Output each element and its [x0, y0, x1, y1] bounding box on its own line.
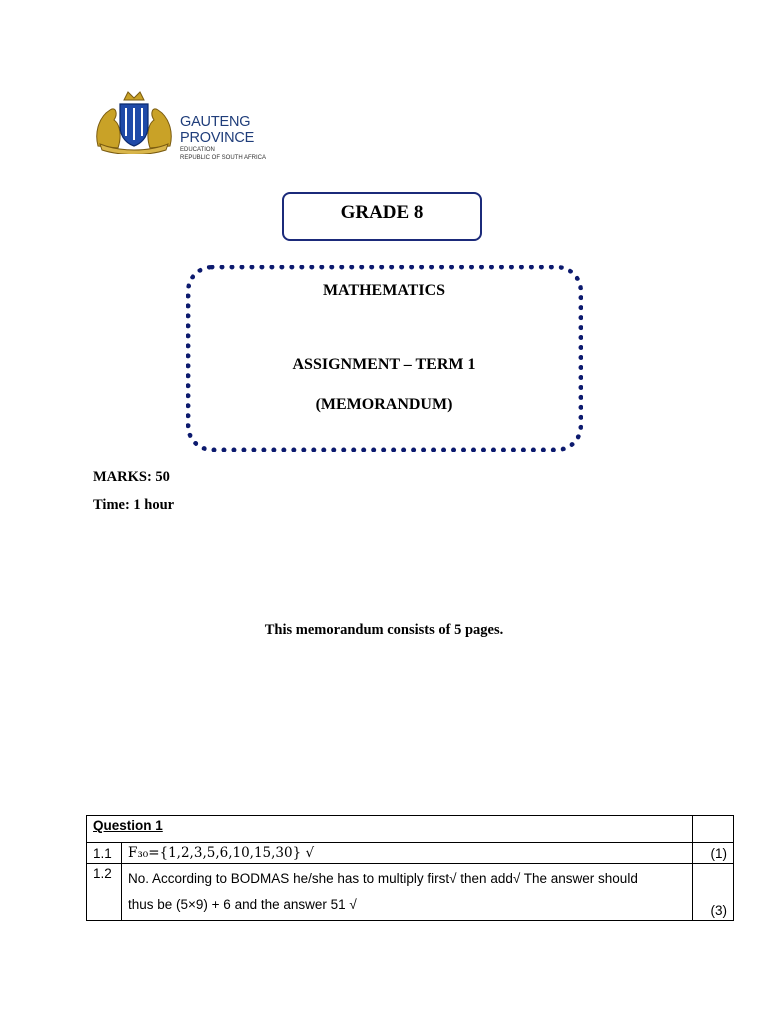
time-label: Time: 1 hour [93, 497, 175, 513]
table-row [87, 843, 734, 864]
answer-line: thus be (5×9) + 6 and the answer 51 √ [128, 897, 357, 912]
coat-of-arms-icon [92, 86, 176, 154]
logo-department: EDUCATION [180, 147, 215, 153]
question-table [86, 815, 734, 921]
pages-note: This memorandum consists of 5 pages. [264, 622, 504, 638]
subject-title: MATHEMATICS [322, 282, 446, 299]
table-row [87, 816, 734, 843]
table-cell [693, 816, 734, 843]
logo-country: REPUBLIC OF SOUTH AFRICA [180, 155, 267, 161]
table-row [87, 864, 734, 921]
logo-province-name: GAUTENG PROVINCE [180, 114, 255, 146]
memorandum-title: (MEMORANDUM) [315, 396, 453, 413]
question-marks: (3) [693, 864, 734, 921]
answer-text [122, 864, 693, 921]
marks-label: MARKS: 50 [93, 469, 170, 485]
grade-title-box [282, 192, 482, 241]
answer-line: No. According to BODMAS he/she has to multiply first√ then add√ The answer should [128, 871, 638, 886]
assignment-title: ASSIGNMENT – TERM 1 [292, 356, 476, 373]
question-marks: (1) [693, 843, 734, 864]
gauteng-logo [92, 86, 314, 161]
answer-text [122, 843, 693, 864]
answer-formula: F₃₀={1,2,3,5,6,10,15,30} √ [128, 845, 315, 861]
question-heading: Question 1 [87, 816, 693, 843]
grade-title: GRADE 8 [340, 202, 424, 223]
question-number: 1.1 [87, 843, 122, 864]
question-number: 1.2 [87, 864, 122, 921]
